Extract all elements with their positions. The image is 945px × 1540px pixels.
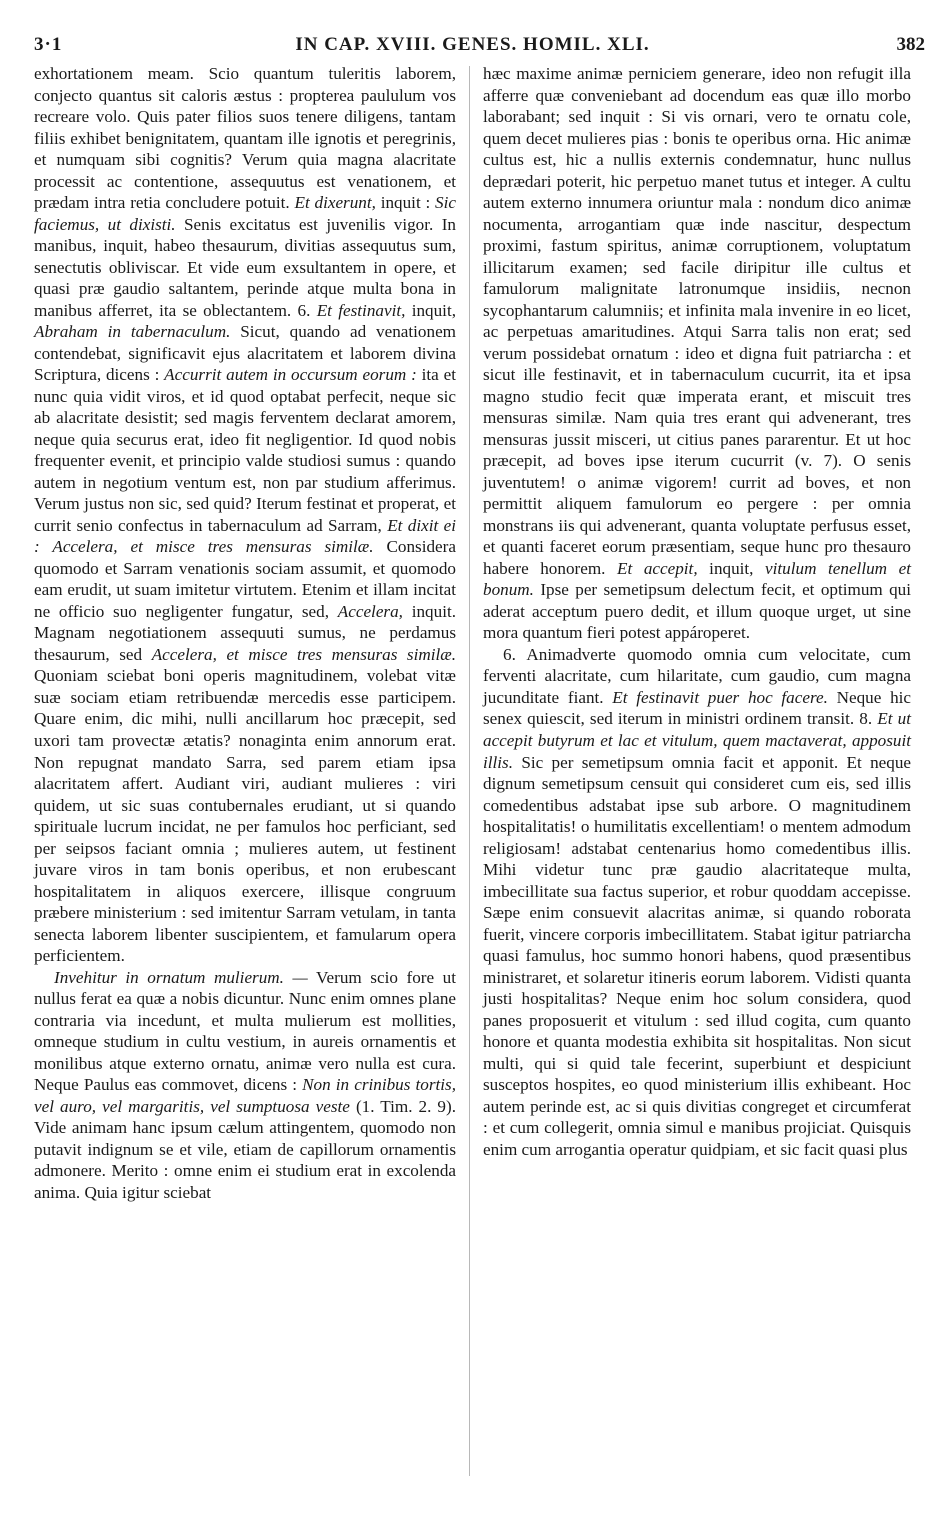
page-number-left: 3·1	[34, 34, 63, 55]
right-column	[483, 63, 911, 1160]
page-number-right: 382	[896, 34, 925, 55]
paragraph: Invehitur in ornatum mulierum. — Verum scio fore ut nullus ferat ea quæ a nobis dicuntur. Nunc enim omnes plane contraria via incedunt, et multa mulierum est mollities, omneque studium in cultu vestium, in aureis ornamentis et monilibus atque externo ornatu, animæ vero nulla est cura. Neque Paulus eas commovet, dicens : Non in crinibus tortis, vel auro, vel margaritis, vel sumptuosa veste (1. Tim. 2. 9). Vide animam hanc ipsum cælum attingentem, quomodo non putavit indignum se et vile, etiam de capillorum ornamentis admonere. Merito : omne enim ei studium erat in excolenda anima. Quia igitur sciebat	[34, 967, 457, 1202]
section-heading: Invehitur in ornatum mulierum. —	[54, 967, 308, 987]
running-header	[0, 34, 945, 64]
paragraph: exhortationem meam. Scio quantum tuleritis laborem, conjecto quantus sit caloris æstus : propterea paululum vos recreare volo. Quis pater filios suos tenere diligens, tantam filiis exhibet benignitatem, quantam ille ignotis et peregrinis, et numquam sibi cognitis? Verum quia magna alacritate processit ac contentione, assequutus est venationem, et prædam intra retia concludere potuit. Et dixerunt, inquit : Sic faciemus, ut dixisti. Senis excitatus est juvenilis vigor. In manibus, inquit, habeo thesaurum, divitias assequutus sum, senectutis obliviscar. Et vide eum exsultantem in opere, et quasi præ gaudio saltantem, perinde atque multa bona in manibus afferret, ita se oblectantem. 6. Et festinavit, inquit, Abraham in tabernaculum. Sicut, quando ad venationem contendebat, significavit ejus alacritatem et laborem divina Scriptura, dicens : Accurrit autem in occursum eorum : ita et nunc quia vidit viros, et id quod optabat perfecit, neque sic ab alacritate desistit; sed magis ferventem declarat amorem, neque quia securus erat, ideo fit negligentior. Id quod nobis frequenter evenit, et principio valde studiosi sumus : quando autem in negotium ventum est, non par studium afferimus. Verum justus non sic, sed quid? Iterum festinat et properat, et currit senio confectus in tabernaculum ad Sarram, Et dixit ei : Accelera, et misce tres mensuras similæ. Considera quomodo et Sarram venationis sociam assumit, et quomodo eam erudit, ut suam imitetur virtutem. Etenim et illam incitat ne officio suo negligenter fungatur, sed, Accelera, inquit. Magnam negotiationem assequuti sumus, ne perdamus thesaurum, sed Accelera, et misce tres mensuras similæ. Quoniam sciebat boni operis magnitudinem, volebat vitæ suæ sociam etiam retribuendæ mercedis esse participem. Quare enim, dic mihi, nulli ancillarum hoc præcepit, sed uxori tam provectæ ætatis? nonaginta enim annorum erat. Non repugnat mandato Sarra, sed parem etiam ipsa alacritatem affert. Audiant viri, audiant mulieres : viri quidem, ut sic suas contubernales erudiant, ut si quando spirituale lucrum incidat, ne per famulos hoc perficiant, sed per seipsos faciant omnia ; mulieres autem, ut festinent juvare viros in tam bonis operibus, et non erubescant hospitalitatem in aliquos exercere, illisque congruum præbere ministerium : sed imitentur Sarram vetulam, in tanta senecta laborem libenter suscipientem, et famularum opera perficientem.	[34, 64, 457, 966]
left-column	[34, 63, 456, 1203]
paragraph: hæc maxime animæ perniciem generare, ideo non refugit illa afferre quæ conveniebant ad docendum eas quæ illo morbo laborabant; sed inquit : Si vis ornari, vero te ornatu cole, quem decet mulieres pias : bonis te operibus orna. Hic animæ cultus est, hic a nullis externis condemnatur, hunc nullus deprædari poterit, hic perpetuo manet tutus et integer. A cultu autem externo innumera oriuntur mala : nondum dico animæ nocumenta, arrogantiam quæ inde nascitur, despectum proximi, fastum spiritus, animæ corruptionem, voluptatum illicitarum examen; sed facile diripitur ille cultus et famulorum malignitate latronumque insidiis, necnon sycophantarum calumniis; et infinita mala invenire in eo licet, ac perpetuas amaritudines. Atqui Sarra talis non erat; sed verum possidebat ornatum : ideo et digna fuit patriarcha : et sicut ille festinavit, et in tabernaculum cucurrit, ita et ipsa magno studio fecit quæ imperata erant, et miscuit tres mensuras similæ. Nam quia tres erant qui advenerant, tres mensuras jussit misceri, ut citius panes pararentur. Et ut hoc præcepit, ad boves ipse iterum cucurrit (v. 7). O senis juventutem! o animæ vigorem! currit ad boves, et non permittit aliquem famulorum eo pergere : per omnia monstrans iis qui advenerant, quanta voluptate perfusus esset, et quanti faceret eorum præsentiam, seque hunc pro thesauro habere honorem. Et accepit, inquit, vitulum tenellum et bonum. Ipse per semetipsum delectum fecit, et optimum qui aderat acceptum puero dedit, et illum quoque urget, ut sine mora quantum fieri potest appároperet.	[483, 64, 911, 643]
column-divider	[469, 66, 470, 1476]
paragraph: 6. Animadverte quomodo omnia cum velocitate, cum ferventi alacritate, cum hilaritate, cum gaudio, cum magna jucunditate fiant. Et festinavit puer hoc facere. Neque hic senex quiescit, sed iterum in ministri ordinem transit. 8. Et ut accepit butyrum et lac et vitulum, quem mactaverat, apposuit illis. Sic per semetipsum omnia facit et apponit. Et neque dignum semetipsum censuit qui consideret cum eis, sed illis comedentibus adstabat ipse sub arbore. O magnitudinem hospitalitatis! o humilitatis excellentiam! o mentem admodum religiosam! adstabat centenarius homo comedentibus illis. Mihi videtur tunc præ gaudio alacritateque multa, imbecillitate sua factus superior, et robur quoddam accepisse. Sæpe enim consuevit alacritas animæ, si quando roborata fuerit, vincere corporis imbecillitatem. Stabat igitur patriarcha quasi famulus, hoc summo honori habens, quod præsentibus ministraret, et solaretur itineris eorum laborem. Vidisti quanta justi hospitalitas? Neque enim hoc solum considera, quod panes proposuerit et vitulum : sed illud cogita, cum quanto honore et quanta modestia exhibita sit hospitalitas. Non sicut multi, qui si quid tale fecerint, superbiunt et despiciunt susceptos hospites, eo quod ministerium illis exhibeant. Hoc autem perinde est, ac si quis divitias congreget et circumferat : et cum collegerit, omnia simul e manibus projiciat. Quisquis enim cum arrogantia operatur quidpiam, et sic facit quasi plus	[483, 644, 912, 1159]
running-title: IN CAP. XVIII. GENES. HOMIL. XLI.	[295, 34, 650, 55]
